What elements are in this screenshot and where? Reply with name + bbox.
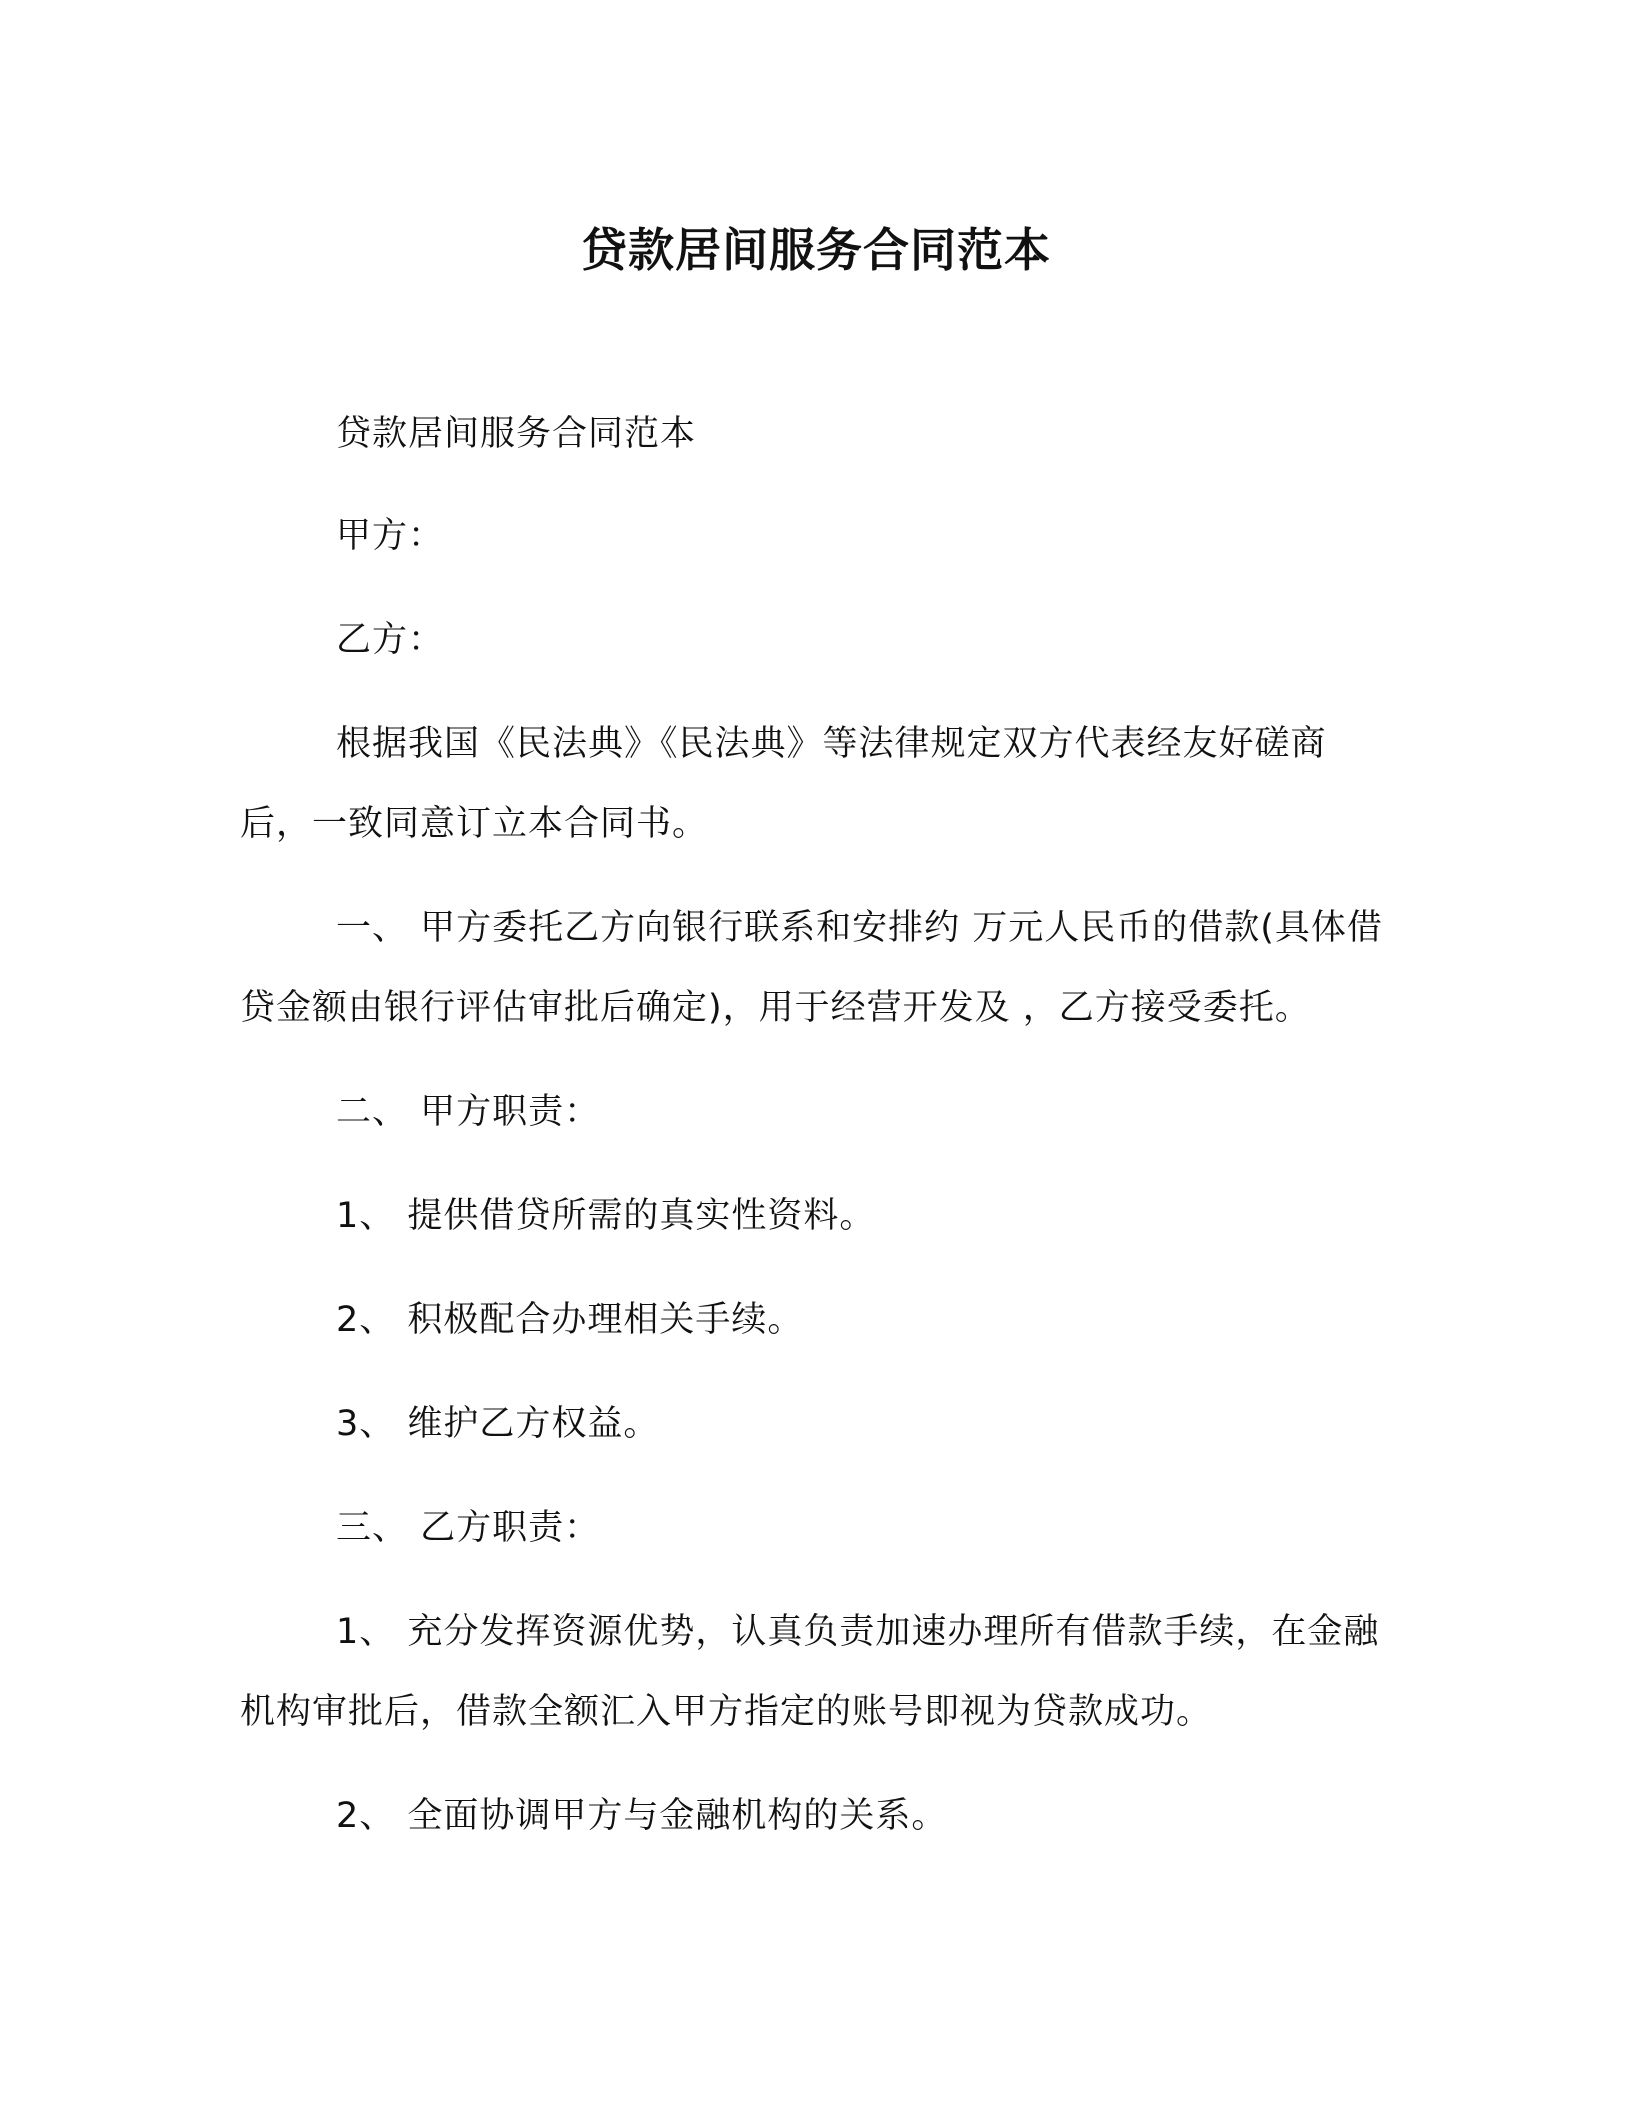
clause-2-item-1: 1、 提供借贷所需的真实性资料。 (336, 1196, 876, 1236)
document-title: 贷款居间服务合同范本 (581, 223, 1051, 277)
party-b-line: 乙方： (336, 620, 445, 660)
clause-2-item-2: 2、 积极配合办理相关手续。 (336, 1300, 804, 1340)
clause-3-item-1: 1、 充分发挥资源优势，认真负责加速办理所有借款手续，在金融机构审批后，借款全额汇入甲方指定的账号即视为贷款成功。 (240, 1612, 1380, 1732)
clause-1-paragraph: 一、 甲方委托乙方向银行联系和安排约 万元人民币的借款(具体借贷金额由银行评估审批后确定)，用于经营开发及 ，乙方接受委托。 (240, 908, 1383, 1028)
clause-3-item-2: 2、 全面协调甲方与金融机构的关系。 (336, 1796, 948, 1836)
clause-2-item-3: 3、 维护乙方权益。 (336, 1404, 660, 1444)
party-a-line: 甲方： (336, 516, 445, 556)
clause-2-heading: 二、 甲方职责： (336, 1092, 601, 1132)
body-heading: 贷款居间服务合同范本 (336, 414, 697, 454)
preamble-paragraph: 根据我国《民法典》《民法典》等法律规定双方代表经友好磋商后，一致同意订立本合同书。 (240, 724, 1327, 844)
clause-3-heading: 三、 乙方职责： (336, 1508, 601, 1548)
document-body (240, 394, 1392, 1880)
